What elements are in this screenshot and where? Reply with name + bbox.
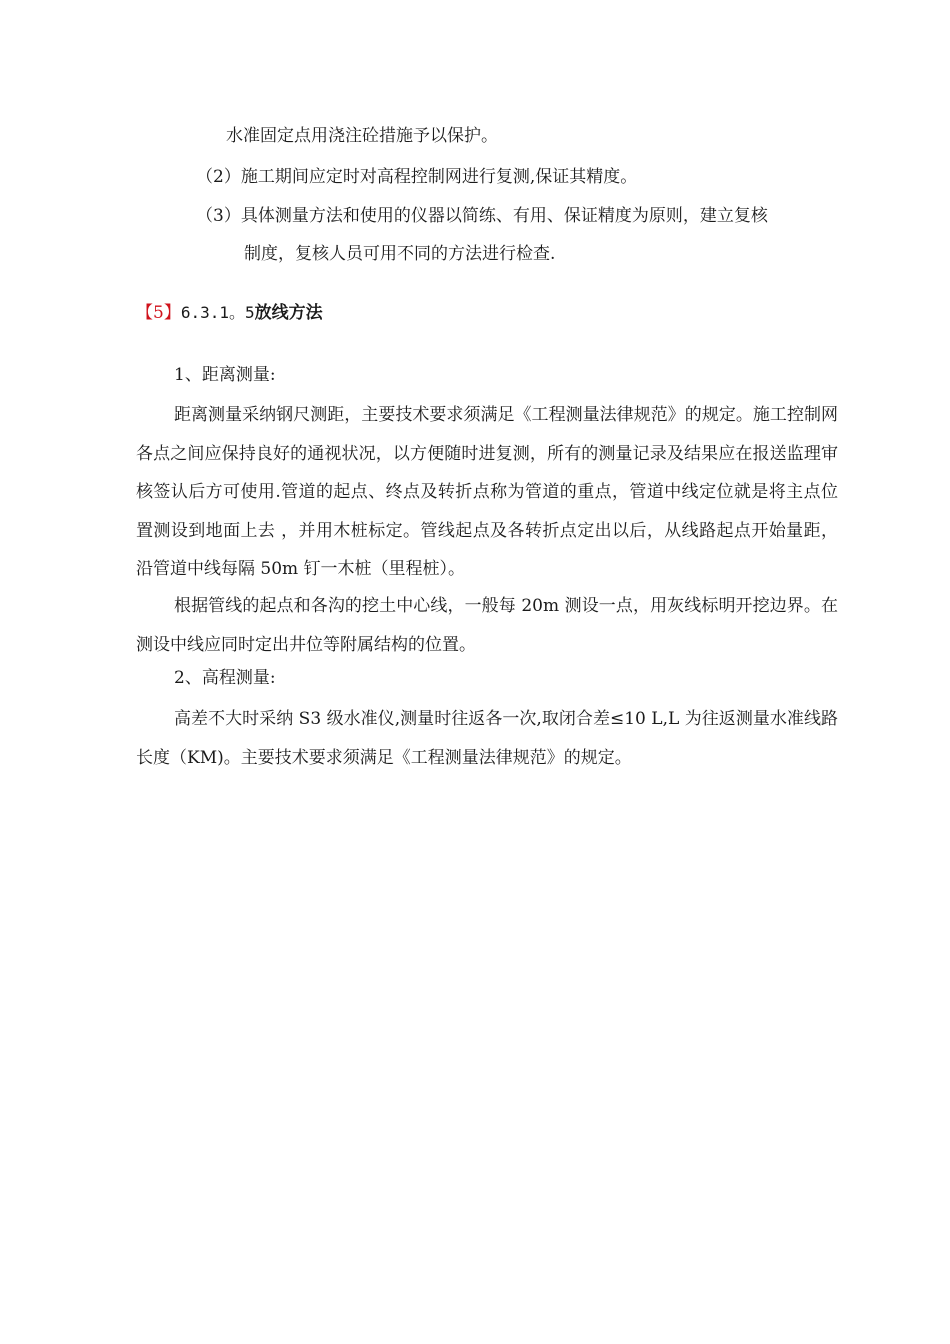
heading-title: 放线方法 — [254, 303, 323, 323]
list-item-3-line1: （3）具体测量方法和使用的仪器以简练、有用、保证精度为原则，建立复核 — [196, 206, 768, 226]
list-item-3-line2: 制度，复核人员可用不同的方法进行检查. — [244, 244, 556, 264]
section-heading — [136, 301, 323, 325]
list-item-2: （2）施工期间应定时对高程控制网进行复测,保证其精度。 — [196, 167, 638, 187]
paragraph-elevation-measurement: 高差不大时采纳 S3 级水准仪,测量时往返各一次,取闭合差≤10 L,L 为往返测量水准线路长度（KM)。主要技术要求须满足《工程测量法律规范》的规定。 — [136, 709, 838, 768]
subsection-title-elevation: 2、高程测量: — [174, 668, 276, 688]
heading-bracket-label: 【5】 — [136, 303, 181, 323]
subsection-title-distance: 1、距离测量: — [174, 365, 276, 385]
paragraph-distance-measurement: 距离测量采纳钢尺测距，主要技术要求须满足《工程测量法律规范》的规定。施工控制网各点之间应保持良好的通视状况，以方便随时进复测，所有的测量记录及结果应在报送监理审核签认后方可使用.管道的起点、终点及转折点称为管道的重点，管道中线定位就是将主点位置测设到地面上去 ，并用木桩标定。管线起点及各转折点定出以后，从线路起点开始量距，沿管道中线每隔 50m 钉一木桩（里程桩）。 — [136, 405, 838, 579]
list-item-continuation: 水准固定点用浇注砼措施予以保护。 — [226, 126, 498, 146]
heading-section-number: 6.3.1。5 — [180, 303, 255, 322]
paragraph-excavation-boundary: 根据管线的起点和各沟的挖土中心线，一般每 20m 测设一点，用灰线标明开挖边界。在测设中线应同时定出井位等附属结构的位置。 — [136, 596, 838, 655]
